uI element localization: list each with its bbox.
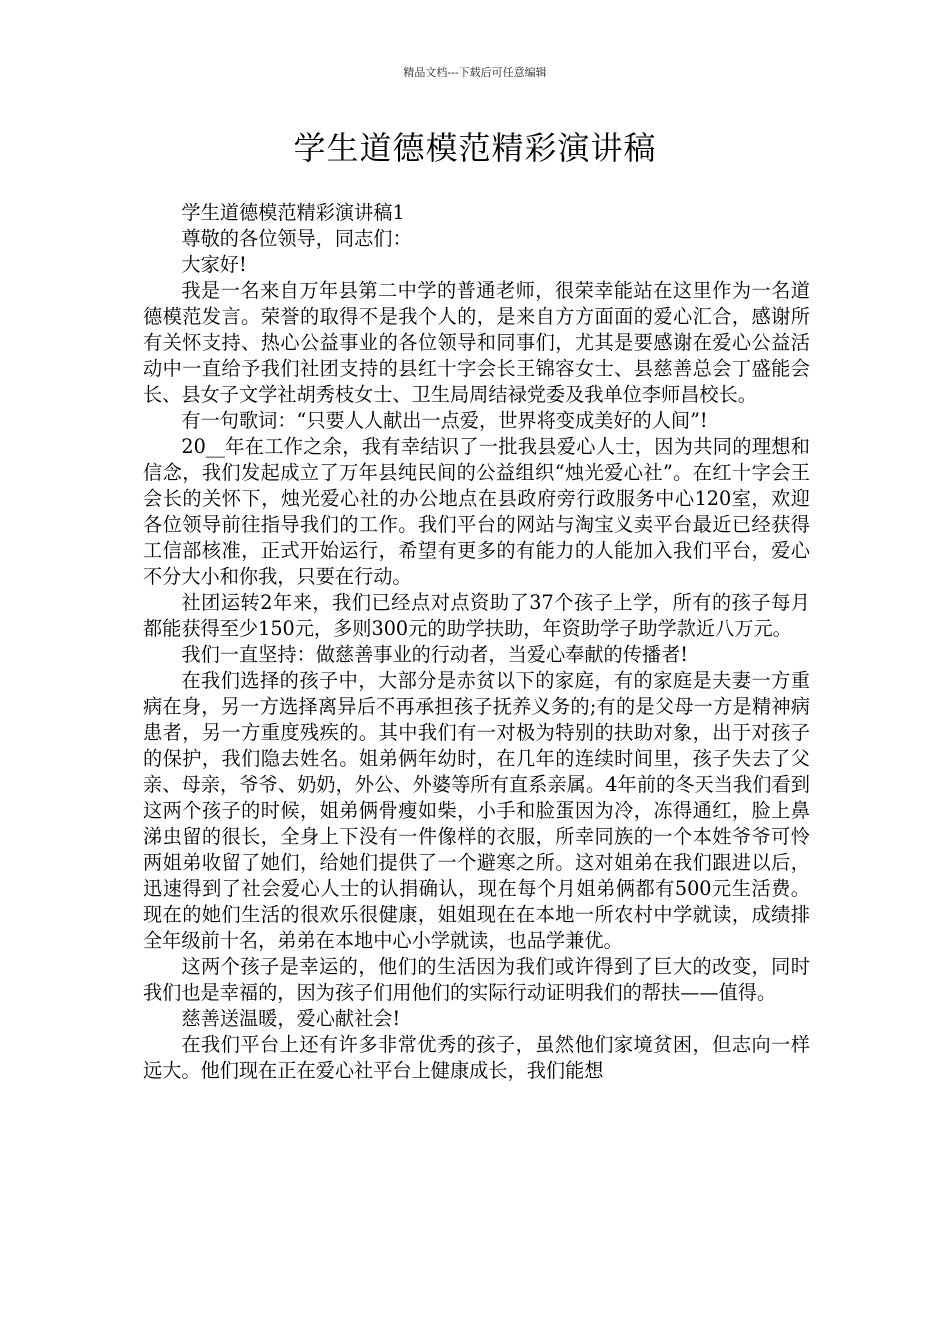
paragraph-greeting: 大家好! (181, 253, 247, 276)
paragraph-reflection: 这两个孩子是幸运的，他们的生活因为我们或许得到了巨大的改变，同时我们也是幸福的，因为孩子们用他们的实际行动证明我们的帮扶——值得。 (143, 955, 810, 1004)
paragraph-funding: 社团运转2年来，我们已经点对点资助了37个孩子上学，所有的孩子每月都能获得至少150元，多则300元的助学扶助，年资助学子助学款近八万元。 (143, 591, 810, 640)
document-title: 学生道德模范精彩演讲稿 (293, 129, 657, 167)
paragraph-introduction: 我是一名来自万年县第二中学的普通老师，很荣幸能站在这里作为一名道德模范发言。荣誉的取得不是我个人的，是来自方方面面的爱心汇合，感谢所有关怀支持、热心公益事业的各位领导和同事们，尤其是要感谢在爱心公益活动中一直给予我们社团支持的县红十字会长王锦容女士、县慈善总会丁盛能会长、县女子文学社胡秀枝女士、卫生局周结禄党委及我单位李师昌校长。 (143, 279, 810, 406)
header-note: 精品文档---下载后可任意编辑 (403, 66, 547, 79)
paragraph-salutation: 尊敬的各位领导，同志们： (181, 227, 412, 250)
paragraph-slogan: 慈善送温暖，爱心献社会! (181, 1007, 401, 1030)
paragraph-founding: 20__年在工作之余，我有幸结识了一批我县爱心人士，因为共同的理想和信念，我们发起成立了万年县纯民间的公益组织“烛光爱心社”。在红十字会王会长的关怀下，烛光爱心社的办公地点在县政府旁行政服务中心120室，欢迎各位领导前往指导我们的工作。我们平台的网站与淘宝义卖平台最近已经获得工信部核准，正式开始运行，希望有更多的有能力的人能加入我们平台，爱心不分大小和你我，只要在行动。 (143, 435, 810, 588)
paragraph-closing: 在我们平台上还有许多非常优秀的孩子，虽然他们家境贫困，但志向一样远大。他们现在正在爱心社平台上健康成长，我们能想 (143, 1033, 810, 1082)
paragraph-lyric: 有一句歌词：“只要人人献出一点爱，世界将变成美好的人间”! (181, 409, 708, 432)
paragraph-motto: 我们一直坚持：做慈善事业的行动者，当爱心奉献的传播者! (181, 643, 688, 666)
paragraph-subtitle: 学生道德模范精彩演讲稿1 (181, 201, 405, 224)
document-body (143, 200, 810, 1084)
paragraph-story: 在我们选择的孩子中，大部分是赤贫以下的家庭，有的家庭是夫妻一方重病在身，另一方选择离异后不再承担孩子抚养义务的;有的是父母一方是精神病患者，另一方重度残疾的。其中我们有一对极为特别的扶助对象，出于对孩子的保护，我们隐去姓名。姐弟俩年幼时，在几年的连续时间里，孩子失去了父亲、母亲，爷爷、奶奶，外公、外婆等所有直系亲属。4年前的冬天当我们看到这两个孩子的时候，姐弟俩骨瘦如柴，小手和脸蛋因为冷，冻得通红，脸上鼻涕虫留的很长，全身上下没有一件像样的衣服，所幸同族的一个本姓爷爷可怜两姐弟收留了她们，给她们提供了一个避寒之所。这对姐弟在我们跟进以后，迅速得到了社会爱心人士的认捐确认，现在每个月姐弟俩都有500元生活费。现在的她们生活的很欢乐很健康，姐姐现在在本地一所农村中学就读，成绩排全年级前十名，弟弟在本地中心小学就读，也品学兼优。 (143, 669, 810, 952)
